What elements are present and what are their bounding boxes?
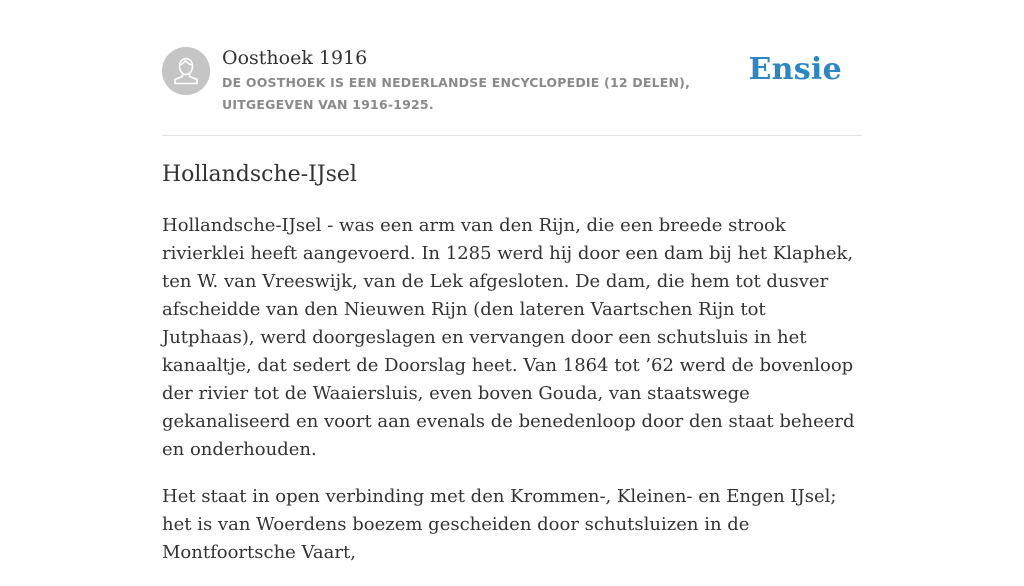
source-description: DE OOSTHOEK IS EEN NEDERLANDSE ENCYCLOPEDIE (12 DELEN), UITGEGEVEN VAN 1916-1925. (222, 75, 691, 112)
entry-title: Hollandsche-IJsel (162, 162, 357, 187)
entry-paragraph: Het staat in open verbinding met den Krommen-, Kleinen- en Engen IJsel; het is van Woerdens boezem gescheiden door schutsluizen in de Montfoortsche Vaart, (162, 486, 837, 563)
divider (162, 135, 862, 136)
source-title[interactable]: Oosthoek 1916 (222, 47, 368, 69)
entry-body (162, 212, 862, 586)
source-header (162, 46, 862, 116)
user-silhouette-icon[interactable] (162, 47, 210, 95)
ensie-logo[interactable]: Ensie (748, 52, 842, 87)
entry-paragraph: Hollandsche-IJsel - was een arm van den Rijn, die een breede strook rivierklei heeft aangevoerd. In 1285 werd hij door een dam bij het Klaphek, ten W. van Vreeswijk, van de Lek afgesloten. De dam, die hem tot dusver afscheidde van den Nieuwen Rijn (den lateren Vaartschen Rijn tot Jutphaas), werd doorgeslagen en vervangen door een schutsluis in het kanaaltje, dat sedert de Doorslag heet. Van 1864 tot ’62 werd de bovenloop der rivier tot de Waaiersluis, even boven Gouda, van staatswege gekanaliseerd en voort aan evenals de benedenloop door den staat beheerd en onderhouden. (162, 215, 855, 460)
